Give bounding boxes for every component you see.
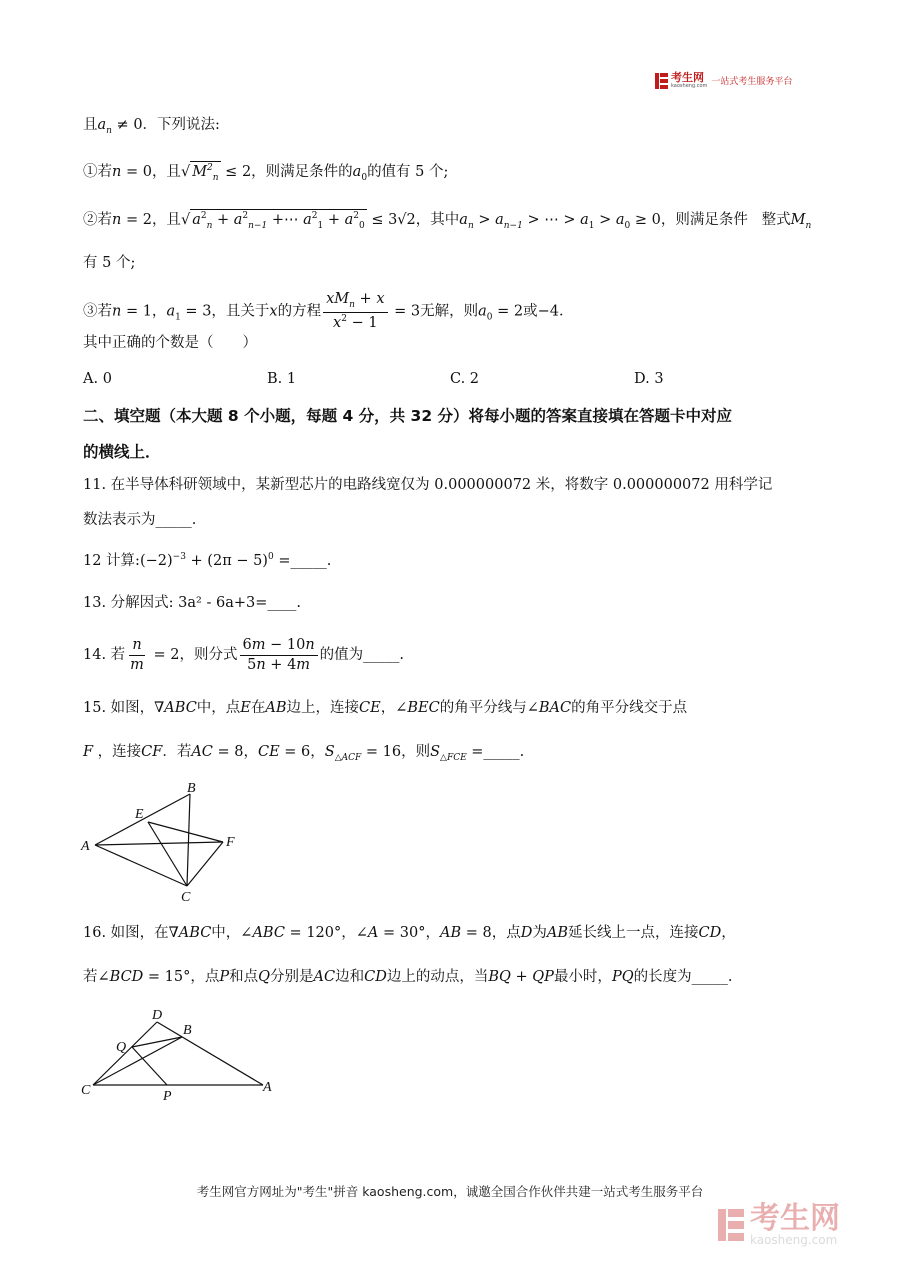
fig16-segment-qp <box>132 1047 167 1085</box>
q10-statement-1: ①若n = 0，且√ $M^2_n \le 2$，则满足条件的$a_0$的值有 5 个; <box>83 163 449 183</box>
q10-question: 其中正确的个数是（ ） <box>83 335 257 351</box>
fig15-segment-ac <box>95 845 187 886</box>
figure-q16 <box>75 1005 285 1105</box>
section2-heading-line1: 二、填空题（本大题 8 个小题，每题 4 分，共 32 分）将每小题的答案直接填在答题卡中对应 <box>83 407 733 425</box>
fig15-label-f: F <box>226 835 235 850</box>
kaosheng-logo-icon <box>655 73 668 89</box>
q15-line2: F ，连接CF．若AC = 8，CE = 6，$S_{\triangle ACF} = 16$，则$S_{\triangle FCE}$ =_____. <box>83 744 525 763</box>
fig16-segment-cb <box>93 1037 182 1085</box>
watermark-logo-icon <box>718 1209 744 1241</box>
fig16-label-q: Q <box>116 1040 127 1055</box>
fig15-label-c: C <box>181 890 191 905</box>
watermark-brand: 考生网 <box>750 1201 840 1236</box>
fig15-label-b: B <box>187 781 196 796</box>
q10-option-c[interactable]: C. 2 <box>450 371 480 387</box>
q10-statement-3: ③若n = 1，$a_1 = 3$，且关于x的方程 $\frac{xM_n + x}{x^2 - 1}$ = 3无解，则$a_0 = 2$或−4． <box>83 291 574 331</box>
header-logo[interactable] <box>655 72 792 89</box>
q11-line2: 数法表示为_____. <box>83 512 197 528</box>
fig15-segment-ef <box>148 822 223 842</box>
page-footer: 考生网官方网址为"考生"拼音 kaosheng.com，诚邀全国合作伙伴共建一站式考生服务平台 <box>196 1184 704 1199</box>
fig16-segment-da <box>157 1022 263 1085</box>
fig16-label-a: A <box>263 1080 272 1095</box>
q15-line1: 15. 如图，∇ABC中，点E在AB边上，连接CE，∠BEC的角平分线与∠BAC的角平分线交于点 <box>83 700 688 716</box>
q10-statement-2-cont: 有 5 个; <box>83 255 136 271</box>
watermark-logo <box>718 1201 840 1247</box>
fig15-label-e: E <box>135 807 144 822</box>
fig16-label-p: P <box>163 1089 172 1104</box>
q10-option-b[interactable]: B. 1 <box>267 371 297 387</box>
watermark-domain: kaosheng.com <box>750 1233 838 1247</box>
fig15-segment-af <box>95 842 223 845</box>
fig15-segment-bc <box>187 794 190 886</box>
q10-condition-line: 且$a_n \ne 0$．下列说法: <box>83 117 220 136</box>
section2-heading-line2: 的横线上． <box>83 443 161 461</box>
q14: 14. 若 $\frac{n}{m}$ = 2，则分式 $\frac{6m - 10n}{5n + 4m}$ 的值为_____. <box>83 637 405 673</box>
fig16-label-d: D <box>152 1008 163 1023</box>
header-domain: kaosheng.com <box>671 83 708 89</box>
q16-line1: 16. 如图，在∇ABC中，∠ABC = 120°，∠A = 30°，AB = 8，点D为AB延长线上一点，连接CD， <box>83 925 736 941</box>
q10-statement-2: ②若n = 2，且√ $a^2_n + a^2_{n-1}$ +⋯ $a^2_1 + a^2_0 \le 3√2$，其中$a_n > a_{n-1}$ > ⋯ > $a_1 > a_0 \ge 0$，则满足条件 整式$M_n$ <box>83 211 812 231</box>
fig15-segment-ec <box>148 822 187 886</box>
q12: 12 计算$:(-2)^{-3} + (2\pi - 5)^0$ =_____. <box>83 552 332 569</box>
fig15-label-a: A <box>81 839 90 854</box>
header-brand-name: 考生网 <box>671 71 704 84</box>
q13: 13. 分解因式: 3a² - 6a+3=____. <box>83 595 301 611</box>
fig15-segment-cf <box>187 842 223 886</box>
q11-line1: 11. 在半导体科研领域中，某新型芯片的电路线宽仅为 0.000000072 米，将数字 0.000000072 用科学记 <box>83 477 773 493</box>
q10-option-d[interactable]: D. 3 <box>634 371 664 387</box>
fig16-label-b: B <box>183 1023 192 1038</box>
q10-option-a[interactable]: A. 0 <box>83 371 112 387</box>
q16-line2: 若∠BCD = 15°，点P和点Q分别是AC边和CD边上的动点，当BQ + QP最小时，PQ的长度为_____. <box>83 969 733 985</box>
header-slogan: 一站式考生服务平台 <box>711 77 793 87</box>
fig16-label-c: C <box>81 1083 91 1098</box>
figure-q15 <box>75 780 255 905</box>
